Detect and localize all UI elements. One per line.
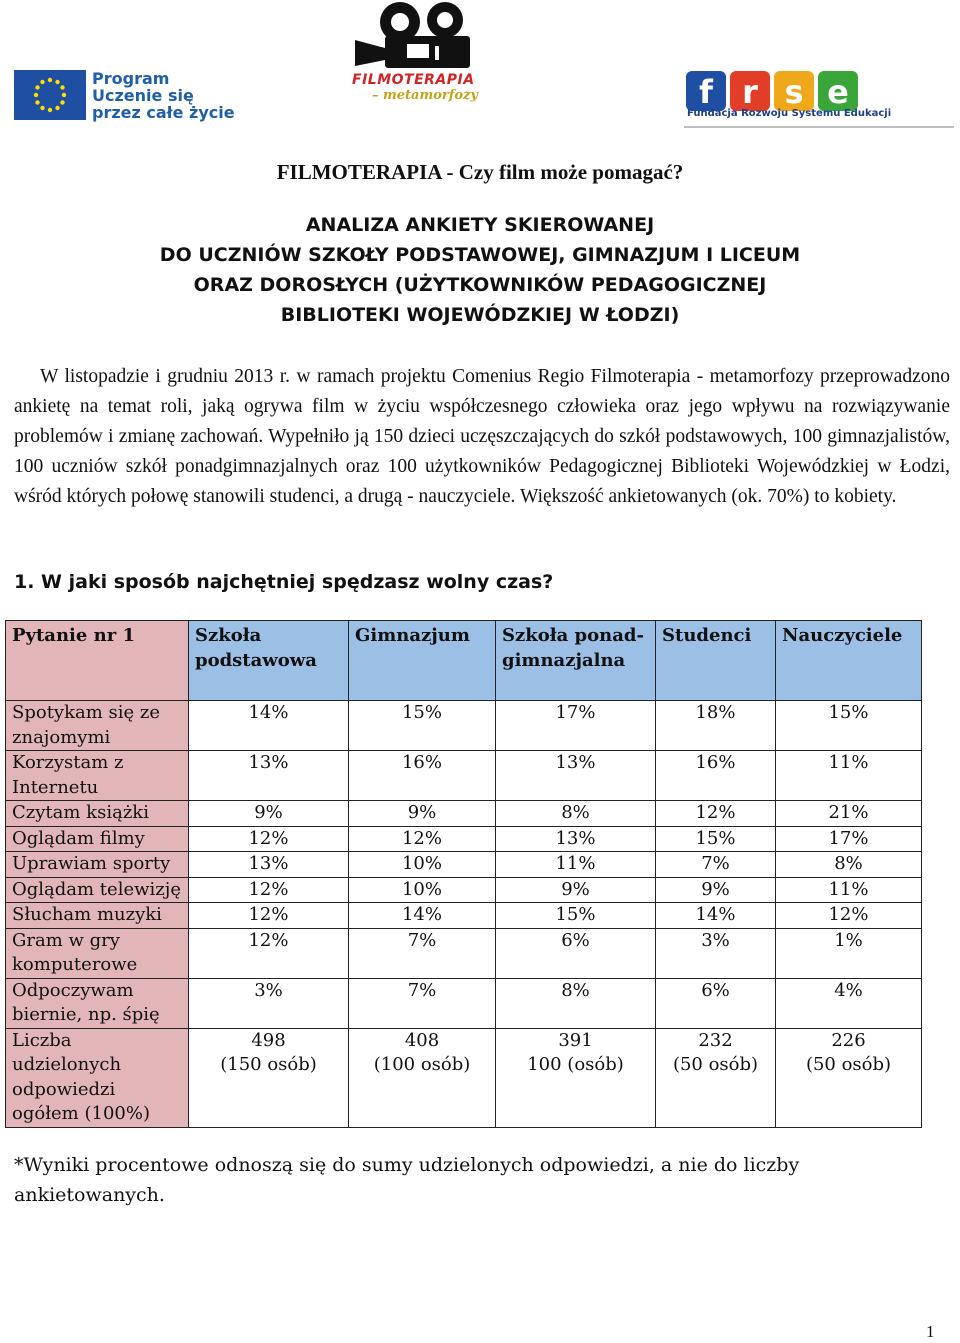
table-cell: 6% (496, 928, 656, 978)
table-cell: 16% (349, 751, 496, 801)
total-persons: (150 osób) (220, 1054, 317, 1075)
table-row (6, 877, 922, 903)
program-logo-text (92, 70, 235, 121)
table-cell: 10% (349, 877, 496, 903)
table-cell: 11% (776, 877, 922, 903)
table-cell: 13% (496, 826, 656, 852)
program-line: Uczenie się (92, 86, 194, 105)
intro-paragraph (14, 362, 950, 512)
row-label: Odpoczywam biernie, np. śpię (6, 978, 189, 1028)
document-subtitle (0, 210, 960, 330)
table-header-row (6, 621, 922, 701)
total-count: 391 (558, 1029, 593, 1051)
table-cell: 9% (656, 877, 776, 903)
table-total-cell (656, 1028, 776, 1127)
header-divider (684, 126, 954, 128)
survey-table (5, 620, 922, 1128)
row-label: Korzystam z Internetu (6, 751, 189, 801)
table-row (6, 801, 922, 827)
row-label: Spotykam się ze znajomymi (6, 701, 189, 751)
program-line: Program (92, 69, 170, 88)
table-cell: 7% (656, 852, 776, 878)
row-label: Uprawiam sporty (6, 852, 189, 878)
table-cell: 11% (776, 751, 922, 801)
table-cell: 8% (776, 852, 922, 878)
table-cell: 12% (189, 903, 349, 929)
table-cell: 4% (776, 978, 922, 1028)
table-cell: 14% (349, 903, 496, 929)
table-cell: 17% (496, 701, 656, 751)
table-header-cell: Studenci (656, 621, 776, 701)
row-label: Słucham muzyki (6, 903, 189, 929)
table-row (6, 826, 922, 852)
table-cell: 3% (656, 928, 776, 978)
table-row (6, 978, 922, 1028)
total-count: 232 (698, 1029, 733, 1051)
table-cell: 21% (776, 801, 922, 827)
table-total-cell (189, 1028, 349, 1127)
table-row (6, 852, 922, 878)
document-title: FILMOTERAPIA - Czy film może pomagać? (276, 160, 684, 184)
table-cell: 15% (496, 903, 656, 929)
table-cell: 7% (349, 928, 496, 978)
eu-stars-icon (14, 70, 86, 120)
table-cell: 13% (496, 751, 656, 801)
table-cell: 1% (776, 928, 922, 978)
svg-text:f: f (699, 73, 713, 111)
table-cell: 13% (189, 751, 349, 801)
row-label: Gram w gry komputerowe (6, 928, 189, 978)
svg-text:s: s (784, 73, 804, 111)
table-header-cell: Gimnazjum (349, 621, 496, 701)
table-cell: 12% (189, 928, 349, 978)
table-cell: 17% (776, 826, 922, 852)
table-total-cell (496, 1028, 656, 1127)
total-count: 408 (404, 1029, 440, 1051)
row-label: Oglądam telewizję (6, 877, 189, 903)
table-row (6, 928, 922, 978)
subtitle-line: DO UCZNIÓW SZKOŁY PODSTAWOWEJ, GIMNAZJUM I LICEUM (159, 244, 801, 266)
table-cell: 12% (656, 801, 776, 827)
table-header-cell: Szkoła ponad-gimnazjalna (496, 621, 656, 701)
total-persons: (50 osób) (805, 1054, 892, 1075)
table-cell: 18% (656, 701, 776, 751)
table-cell: 8% (496, 801, 656, 827)
table-cell: 7% (349, 978, 496, 1028)
frse-logo-subtitle: Fundacja Rozwoju Systemu Edukacji (687, 108, 892, 119)
eu-flag-logo (14, 70, 86, 120)
header (0, 0, 960, 135)
table-cell: 15% (776, 701, 922, 751)
table-total-cell (349, 1028, 496, 1127)
table-cell: 9% (349, 801, 496, 827)
question-heading: 1. W jaki sposób najchętniej spędzasz wolny czas? (14, 571, 554, 593)
table-cell: 9% (189, 801, 349, 827)
table-cell: 12% (189, 877, 349, 903)
table-row (6, 903, 922, 929)
table-cell: 13% (189, 852, 349, 878)
table-cell: 9% (496, 877, 656, 903)
table-cell: 11% (496, 852, 656, 878)
table-cell: 15% (656, 826, 776, 852)
table-row (6, 701, 922, 751)
total-count: 498 (251, 1029, 286, 1051)
table-cell: 12% (349, 826, 496, 852)
intro-text: W listopadzie i grudniu 2013 r. w ramach projektu Comenius Regio Filmoterapia - metamorfozy przeprowadzono ankietę na temat roli, jaką ogrywa film w życiu współczesnego człowieka oraz jego wpływu na rozwiązywanie problemów i zmianę zachowań. Wypełniło ją 150 dzieci uczęszczających do szkół podstawowych, 100 gimnazjalistów, 100 uczniów szkół ponadgimnazjalnych oraz 100 użytkowników Pedagogicznej Biblioteki Wojewódzkiej w Łodzi, wśród których połowę stanowili studenci, a drugą - nauczyciele. Większość ankietowanych (ok. 70%) to kobiety. (14, 366, 950, 507)
table-header-cell: Pytanie nr 1 (6, 621, 189, 701)
footnote: *Wyniki procentowe odnoszą się do sumy udzielonych odpowiedzi, a nie do liczby ankietowanych. (14, 1154, 800, 1206)
table-header-cell: Szkoła podstawowa (189, 621, 349, 701)
table-cell: 16% (656, 751, 776, 801)
program-line: przez całe życie (92, 103, 235, 122)
table-total-row (6, 1028, 922, 1127)
subtitle-line: ANALIZA ANKIETY SKIEROWANEJ (305, 214, 655, 236)
total-persons: (100 osób) (373, 1054, 471, 1075)
table-cell: 14% (189, 701, 349, 751)
filmoterapia-logo-subtitle: – metamorfozy (372, 88, 478, 103)
row-label: Oglądam filmy (6, 826, 189, 852)
subtitle-line: ORAZ DOROSŁYCH (UŻYTKOWNIKÓW PEDAGOGICZNEJ (193, 274, 767, 296)
row-label: Liczba udzielonych odpowiedzi ogółem (100%) (6, 1028, 189, 1127)
table-total-cell (776, 1028, 922, 1127)
table-cell: 12% (189, 826, 349, 852)
table-cell: 15% (349, 701, 496, 751)
table-cell: 6% (656, 978, 776, 1028)
table-row (6, 751, 922, 801)
filmoterapia-logo-text: FILMOTERAPIA (352, 72, 475, 88)
table-cell: 14% (656, 903, 776, 929)
page-number: 1 (926, 1322, 935, 1341)
table-cell: 10% (349, 852, 496, 878)
total-persons: (50 osób) (672, 1054, 759, 1075)
row-label: Czytam książki (6, 801, 189, 827)
svg-text:r: r (742, 73, 758, 111)
table-cell: 12% (776, 903, 922, 929)
table-cell: 3% (189, 978, 349, 1028)
total-count: 226 (831, 1029, 866, 1051)
table-header-cell: Nauczyciele (776, 621, 922, 701)
total-persons: 100 (osób) (527, 1054, 624, 1075)
table-cell: 8% (496, 978, 656, 1028)
subtitle-line: BIBLIOTEKI WOJEWÓDZKIEJ W ŁODZI) (280, 304, 680, 326)
svg-text:e: e (827, 73, 849, 111)
